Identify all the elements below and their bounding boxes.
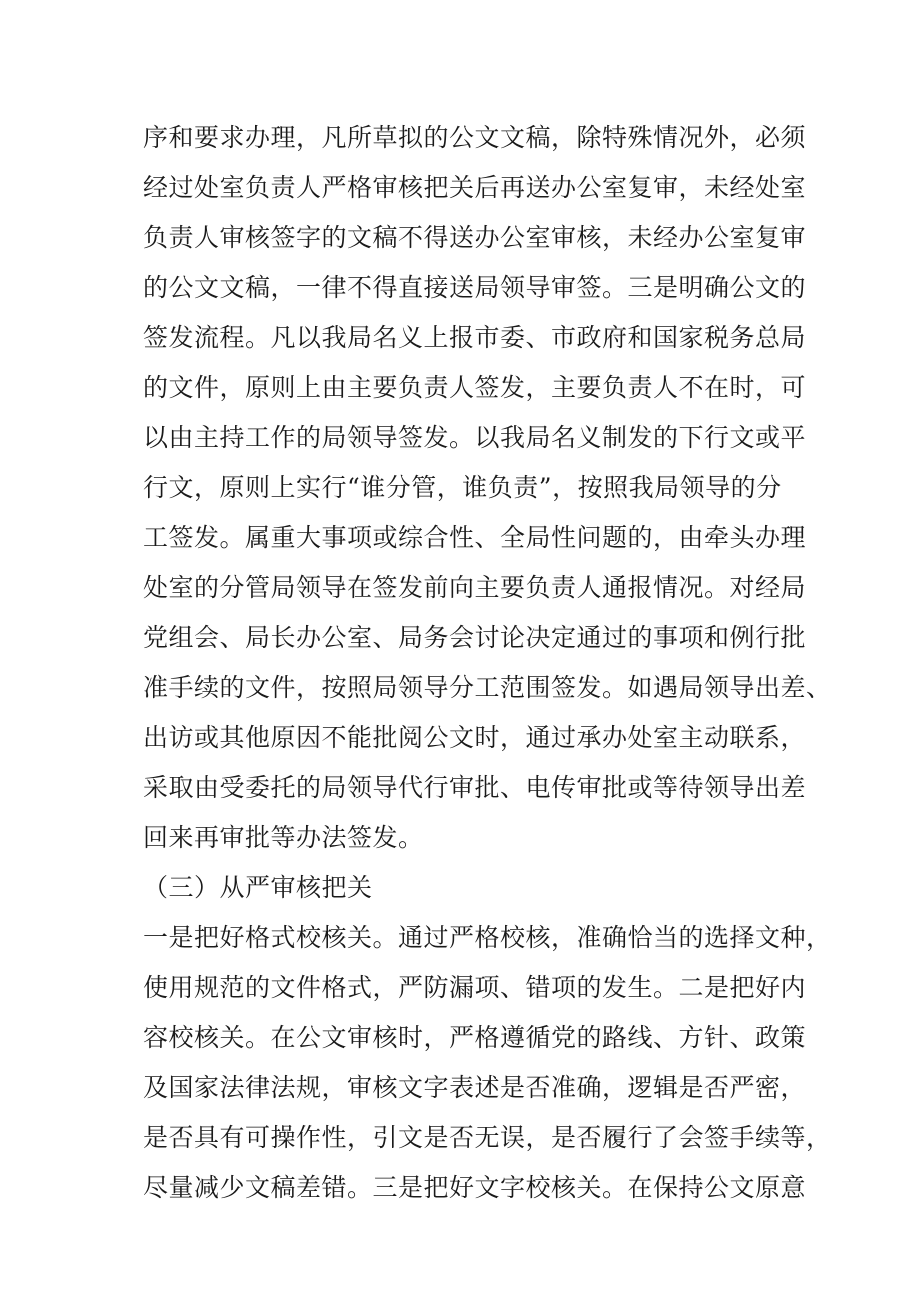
text-line: 尽量减少文稿差错。三是把好文字校核关。在保持公文原意 bbox=[143, 1173, 807, 1202]
text-line: 经过处室负责人严格审核把关后再送办公室复审，未经处室 bbox=[143, 173, 807, 202]
text-line: 使用规范的文件格式，严防漏项、错项的发生。二是把好内 bbox=[143, 973, 807, 1002]
text-line: 工签发。属重大事项或综合性、全局性问题的，由牵头办理 bbox=[143, 523, 807, 552]
text-line: 以由主持工作的局领导签发。以我局名义制发的下行文或平 bbox=[143, 423, 807, 452]
section-heading: （三）从严审核把关 bbox=[143, 873, 373, 902]
text-line: 行文，原则上实行“谁分管，谁负责”，按照我局领导的分 bbox=[143, 473, 782, 502]
text-line: 准手续的文件，按照局领导分工范围签发。如遇局领导出差、 bbox=[143, 673, 832, 702]
text-line: 回来再审批等办法签发。 bbox=[143, 823, 424, 852]
text-line: 处室的分管局领导在签发前向主要负责人通报情况。对经局 bbox=[143, 573, 807, 602]
text-line: 负责人审核签字的文稿不得送办公室审核，未经办公室复审 bbox=[143, 223, 807, 252]
text-line: 采取由受委托的局领导代行审批、电传审批或等待领导出差 bbox=[143, 773, 807, 802]
text-line: 的文件，原则上由主要负责人签发，主要负责人不在时，可 bbox=[143, 373, 807, 402]
text-line: 及国家法律法规，审核文字表述是否准确，逻辑是否严密， bbox=[143, 1073, 807, 1102]
text-line: 的公文文稿，一律不得直接送局领导审签。三是明确公文的 bbox=[143, 273, 807, 302]
text-line: 容校核关。在公文审核时，严格遵循党的路线、方针、政策 bbox=[143, 1023, 807, 1052]
text-line: 签发流程。凡以我局名义上报市委、市政府和国家税务总局 bbox=[143, 323, 807, 352]
text-line: 是否具有可操作性，引文是否无误，是否履行了会签手续等， bbox=[143, 1123, 832, 1152]
text-line: 党组会、局长办公室、局务会讨论决定通过的事项和例行批 bbox=[143, 623, 807, 652]
text-line: 一是把好格式校核关。通过严格校核，准确恰当的选择文种， bbox=[143, 923, 832, 952]
text-line: 序和要求办理，凡所草拟的公文文稿，除特殊情况外，必须 bbox=[143, 123, 807, 152]
text-line: 出访或其他原因不能批阅公文时，通过承办处室主动联系， bbox=[143, 723, 807, 752]
